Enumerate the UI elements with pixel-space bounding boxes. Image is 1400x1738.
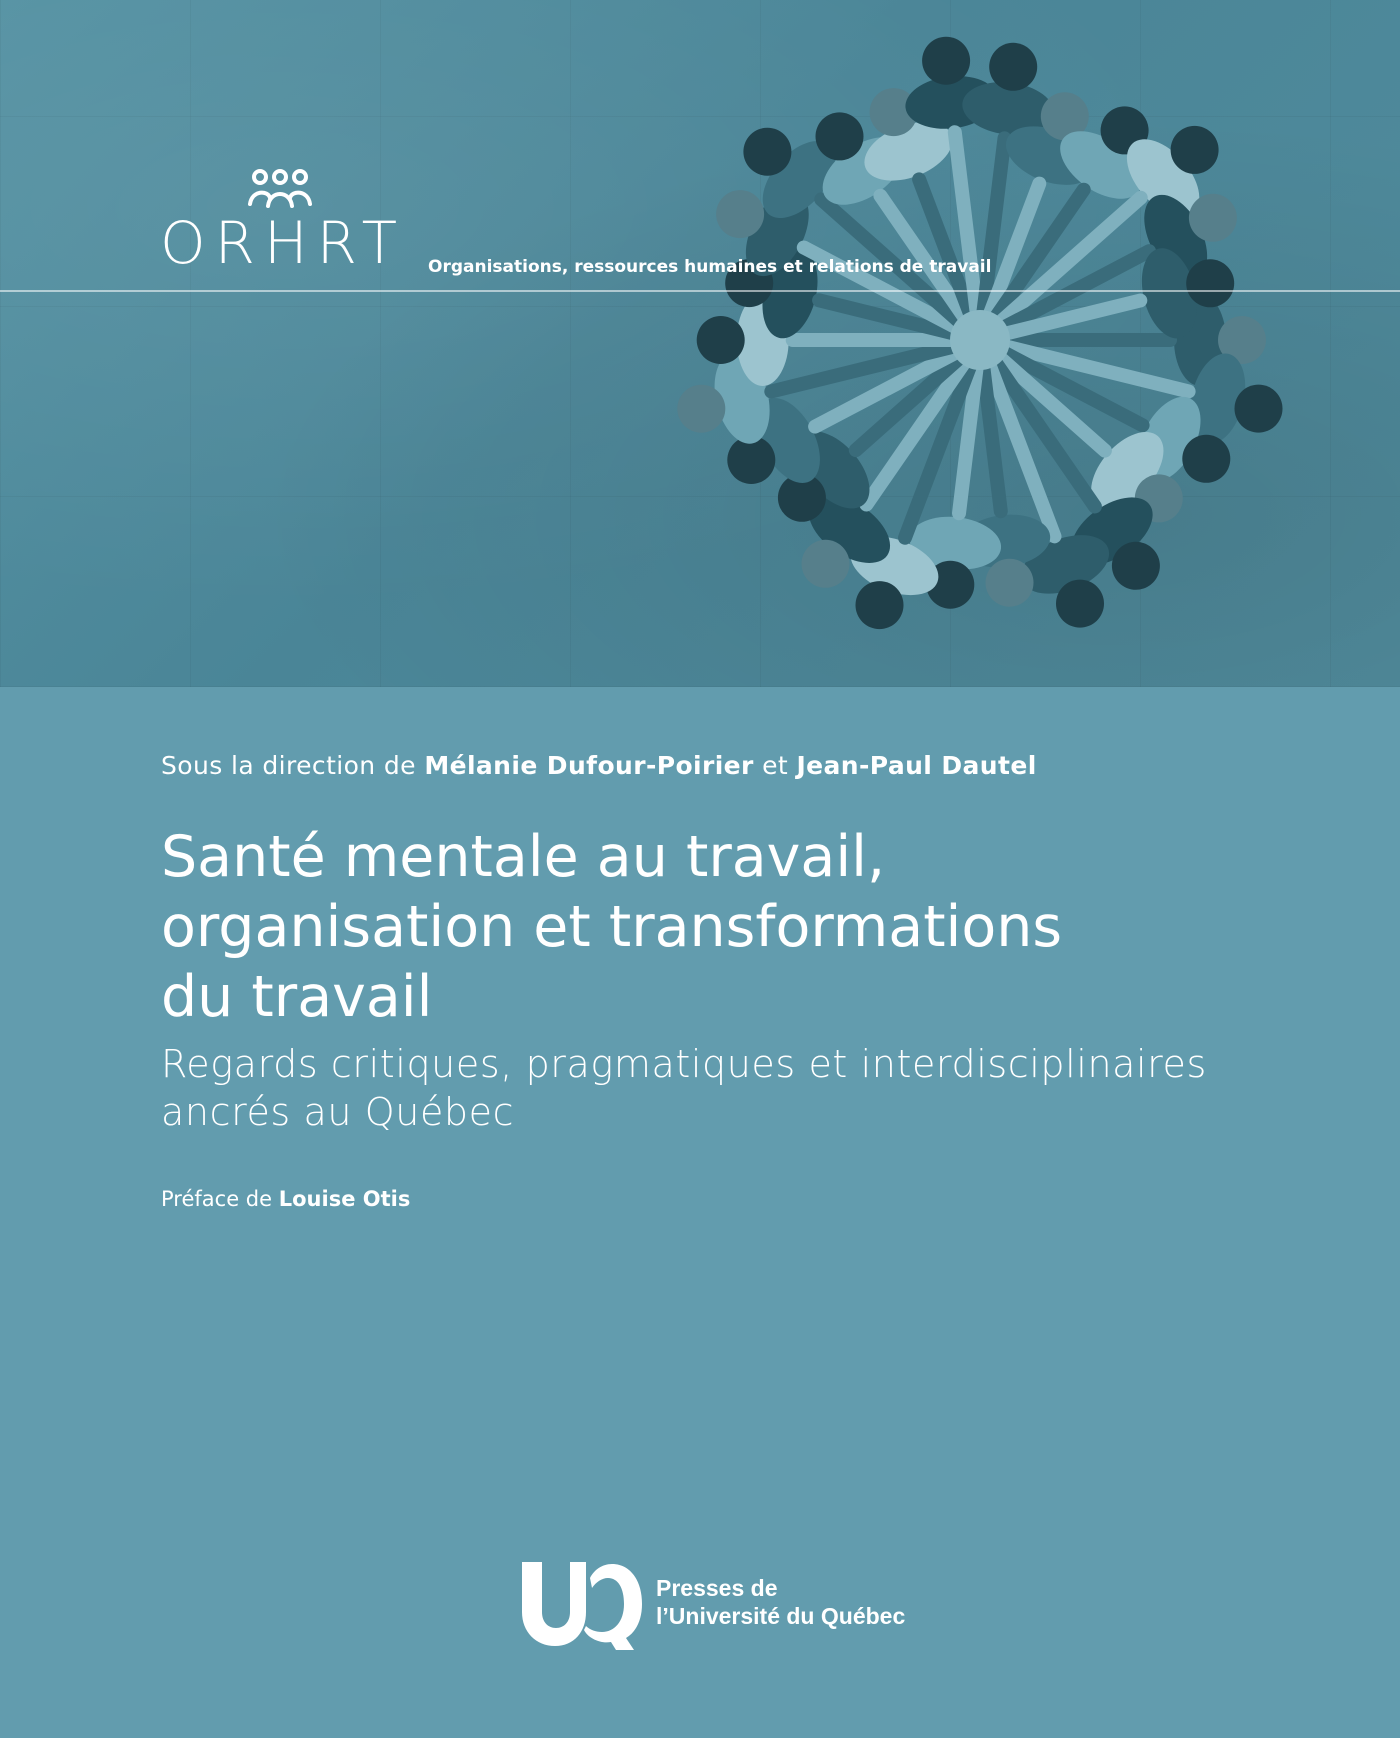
book-subtitle [161, 1040, 1361, 1136]
book-title-line-3: du travail [161, 964, 433, 1030]
preface-author: Louise Otis [278, 1187, 411, 1211]
series-divider [0, 290, 1400, 292]
book-title-line-2: organisation et transformations [161, 894, 1063, 960]
editors-prefix: Sous la direction de [161, 751, 416, 780]
preface-prefix: Préface de [161, 1187, 273, 1211]
book-title [161, 822, 1321, 1032]
editors-conjunction: et [762, 751, 789, 780]
uq-logo-icon [520, 1560, 644, 1652]
preface-credit [161, 1185, 410, 1213]
people-group-icon [248, 168, 312, 210]
cover-photo-band [0, 0, 1400, 687]
team-hands-circle-photo [620, 20, 1320, 680]
book-subtitle-line-2: ancrés au Québec [161, 1090, 515, 1134]
publisher-name-line-2: l’Université du Québec [656, 1603, 906, 1629]
book-title-line-1: Santé mentale au travail, [161, 824, 886, 890]
editor-name-1: Mélanie Dufour-Poirier [424, 751, 754, 780]
book-subtitle-line-1: Regards critiques, pragmatiques et interdisciplinaires [161, 1042, 1207, 1086]
publisher-logo [520, 1560, 906, 1660]
series-tagline: Organisations, ressources humaines et relations de travail [428, 257, 992, 277]
publisher-name [656, 1574, 905, 1630]
series-name: ORHRT [160, 209, 407, 277]
editors-line [161, 750, 1037, 782]
editor-name-2: Jean-Paul Dautel [796, 751, 1037, 780]
publisher-name-line-1: Presses de [656, 1575, 778, 1601]
